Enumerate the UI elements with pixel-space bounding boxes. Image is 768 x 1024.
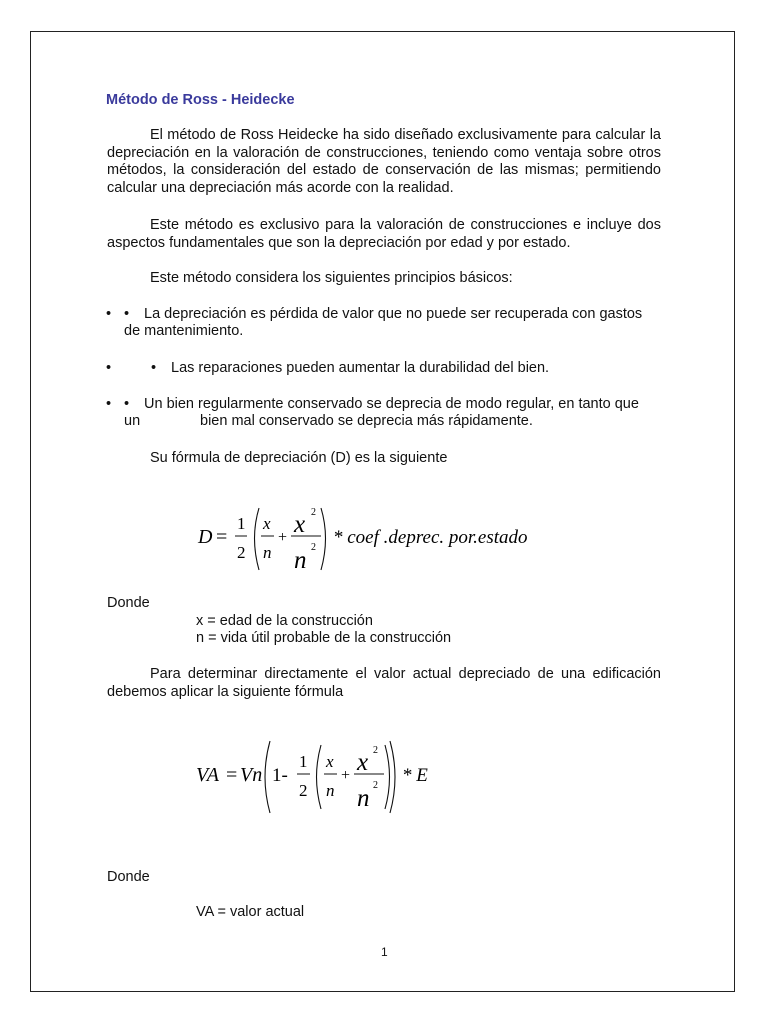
right-paren	[385, 745, 390, 809]
paragraph-formula-intro: Su fórmula de depreciación (D) es la siguiente	[150, 450, 448, 466]
current-value-formula	[190, 735, 450, 819]
paragraph-intro: El método de Ross Heidecke ha sido diseñado exclusivamente para calcular la depreciación en la valoración de construcciones, teniendo como ventaja sobre otros métodos, la consideración del estado de conservación de las mismas; permitiendo calcular una depreciación más acorde con la realidad.	[107, 127, 661, 196]
formula-n-squared: n	[294, 547, 307, 574]
formula-x: x	[326, 752, 334, 771]
formula-numerator: 1	[299, 752, 308, 771]
formula-x: x	[263, 514, 271, 533]
formula-denominator: 2	[237, 543, 246, 562]
bullet-glyph: •	[106, 360, 112, 376]
depreciation-formula	[190, 498, 550, 582]
formula-vn: Vn	[240, 764, 263, 786]
outer-right-paren	[390, 741, 395, 813]
formula-lhs: VA	[196, 764, 219, 786]
where-label: Donde	[107, 595, 150, 611]
formula-equals: =	[226, 764, 238, 786]
formula-coefficient: * E	[402, 765, 428, 786]
left-paren	[255, 508, 260, 570]
formula-equals: =	[216, 526, 228, 548]
bullet-glyph: •	[151, 360, 157, 376]
bullet-text-cont: de mantenimiento.	[124, 323, 244, 339]
bullet-text-cont: un	[124, 413, 141, 429]
outer-left-paren	[265, 741, 270, 813]
where-label: Donde	[107, 869, 150, 885]
paragraph-value-intro: Para determinar directamente el valor actual depreciado de una edificación debemos aplicar la siguiente fórmula	[107, 666, 661, 700]
definition-n: n = vida útil probable de la construcción	[196, 630, 452, 646]
left-paren	[317, 745, 322, 809]
formula-exponent: 2	[311, 542, 316, 553]
formula-exponent: 2	[373, 780, 378, 791]
paragraph-scope: Este método es exclusivo para la valoración de construcciones e incluye dos aspectos fundamentales que son la depreciación por edad y por estado.	[107, 217, 661, 251]
formula-denominator: 2	[299, 781, 308, 800]
formula-plus: +	[278, 529, 288, 546]
formula-n: n	[326, 781, 335, 800]
formula-one-minus: 1-	[272, 765, 288, 786]
formula-x-squared: x	[357, 749, 369, 776]
bullet-glyph: •	[124, 306, 130, 322]
formula-lhs: D	[198, 526, 213, 548]
formula-exponent: 2	[311, 507, 316, 518]
formula-x-squared: x	[294, 511, 306, 538]
paragraph-principles-intro: Este método considera los siguientes principios básicos:	[150, 270, 513, 286]
formula-coefficient: * coef .deprec. por.estado	[333, 527, 528, 548]
bullet-text: Un bien regularmente conservado se deprecia de modo regular, en tanto que	[144, 396, 639, 412]
page-title: Método de Ross - Heidecke	[106, 92, 295, 108]
bullet-text: La depreciación es pérdida de valor que no puede ser recuperada con gastos	[144, 306, 643, 322]
formula-n: n	[263, 543, 272, 562]
definition-x: x = edad de la construcción	[196, 613, 373, 629]
bullet-glyph: •	[106, 306, 112, 322]
page-number: 1	[381, 945, 388, 959]
definition-va: VA = valor actual	[196, 904, 305, 920]
right-paren	[321, 508, 326, 570]
bullet-text-cont: bien mal conservado se deprecia más rápidamente.	[200, 413, 533, 429]
formula-exponent: 2	[373, 745, 378, 756]
bullet-glyph: •	[106, 396, 112, 412]
bullet-glyph: •	[124, 396, 130, 412]
formula-numerator: 1	[237, 514, 246, 533]
formula-plus: +	[341, 767, 351, 784]
formula-n-squared: n	[357, 785, 370, 812]
bullet-text: Las reparaciones pueden aumentar la durabilidad del bien.	[171, 360, 550, 376]
